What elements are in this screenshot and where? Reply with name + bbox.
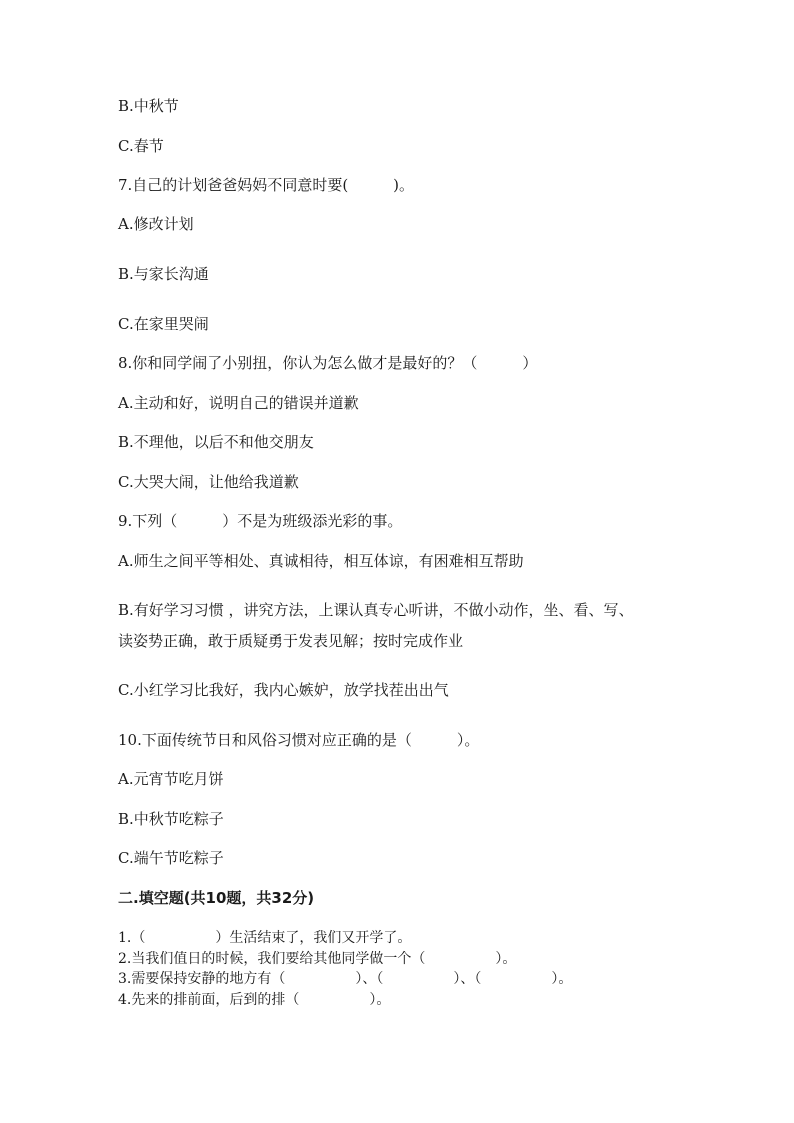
q9-option-b-line1: B.有好学习习惯 ，讲究方法，上课认真专心听讲，不做小动作，坐、看、写、 [118, 601, 634, 619]
fill-blank-3: 3.需要保持安静的地方有（ ）、（ ）、（ ）。 [118, 971, 573, 987]
q8-option-c: C.大哭大闹，让他给我道歉 [118, 473, 299, 491]
q10-option-c: C.端午节吃粽子 [118, 849, 224, 867]
q7-option-a: A.修改计划 [118, 215, 194, 233]
q8-option-b: B.不理他，以后不和他交朋友 [118, 433, 314, 451]
q6-option-b: B.中秋节 [118, 97, 179, 115]
q7-option-b: B.与家长沟通 [118, 265, 209, 283]
fill-blank-1: 1.（ ）生活结束了，我们又开学了。 [118, 930, 412, 946]
q10-option-a: A.元宵节吃月饼 [118, 770, 224, 788]
q10-option-b: B.中秋节吃粽子 [118, 810, 224, 828]
q7-stem: 7.自己的计划爸爸妈妈不同意时要( )。 [118, 176, 415, 194]
fill-blank-2: 2.当我们值日的时候，我们要给其他同学做一个（ ）。 [118, 951, 517, 967]
q9-option-c: C.小红学习比我好，我内心嫉妒，放学找茬出出气 [118, 681, 449, 699]
q8-option-a: A.主动和好，说明自己的错误并道歉 [118, 394, 359, 412]
q10-stem: 10.下面传统节日和风俗习惯对应正确的是（ ）。 [118, 731, 480, 749]
fill-blank-4: 4.先来的排前面，后到的排（ ）。 [118, 992, 391, 1008]
q7-option-c: C.在家里哭闹 [118, 315, 209, 333]
q8-stem: 8.你和同学闹了小别扭，你认为怎么做才是最好的？（ ） [118, 354, 538, 372]
section-2-title: 二.填空题(共10题，共32分) [118, 889, 315, 907]
q6-option-c: C.春节 [118, 137, 164, 155]
q9-option-a: A.师生之间平等相处、真诚相待，相互体谅，有困难相互帮助 [118, 552, 524, 570]
q9-option-b-line2: 读姿势正确，敢于质疑勇于发表见解；按时完成作业 [118, 632, 464, 650]
q9-stem: 9.下列（ ）不是为班级添光彩的事。 [118, 512, 403, 530]
